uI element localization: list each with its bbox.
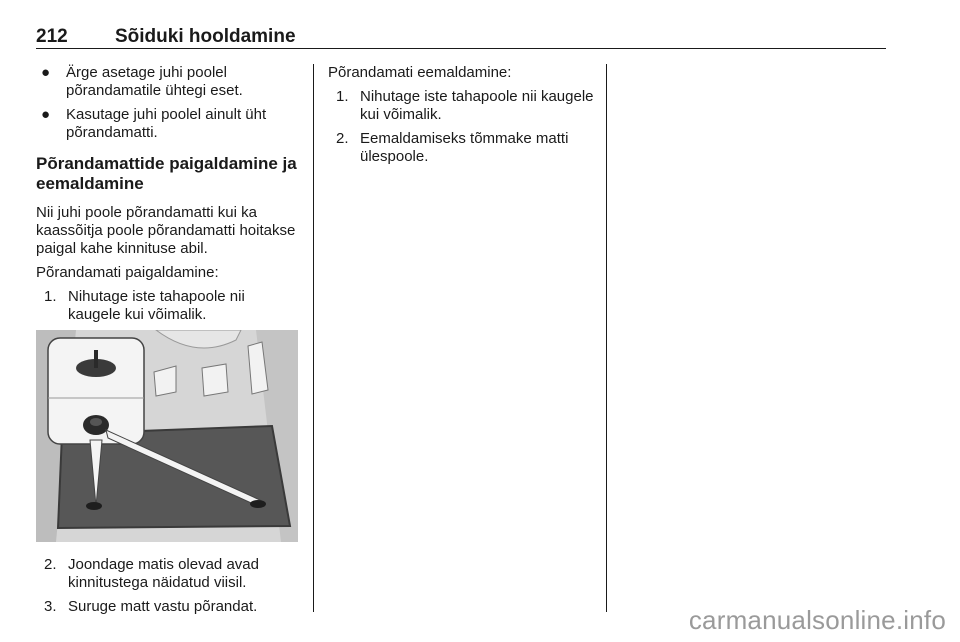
bullet-item (36, 64, 298, 100)
page-number: 212 (36, 26, 68, 47)
remove-step (336, 88, 598, 124)
install-label: Põrandamati paigaldamine: (36, 264, 219, 281)
subsection-heading: Põrandamattide paigaldamine ja eemaldamine (36, 154, 297, 193)
step-text: Joondage matis olevad avad kinnitustega näidatud viisil. (68, 556, 259, 591)
bullet-text: Kasutage juhi poolel ainult üht põrandamatti. (66, 106, 267, 141)
install-step (44, 598, 298, 616)
install-step (44, 288, 298, 324)
section-title: Sõiduki hooldamine (115, 26, 296, 47)
page-header (36, 26, 886, 49)
column-divider (606, 64, 607, 612)
step-number: 3. (44, 598, 57, 615)
right-column (328, 64, 598, 172)
install-step (44, 556, 298, 592)
watermark: carmanualsonline.info (688, 605, 946, 635)
step-number: 1. (44, 288, 57, 305)
intro-paragraph: Nii juhi poole põrandamatti kui ka kaassõitja poole põrandamatti hoitakse paigal kahe kinnituse abil. (36, 204, 296, 257)
bullet-icon: ● (41, 64, 51, 81)
step-text: Nihutage iste tahapoole nii kaugele kui võimalik. (360, 88, 594, 123)
bullet-item (36, 106, 298, 142)
step-text: Eemaldamiseks tõmmake matti ülespoole. (360, 130, 569, 165)
step-number: 1. (336, 88, 349, 105)
step-number: 2. (44, 556, 57, 573)
bullet-icon: ● (41, 106, 51, 123)
remove-step (336, 130, 598, 166)
remove-label: Põrandamati eemaldamine: (328, 64, 512, 81)
floor-mat-fastener-illustration (36, 330, 298, 542)
step-text: Suruge matt vastu põrandat. (68, 598, 258, 615)
column-divider (313, 64, 314, 612)
bullet-text: Ärge asetage juhi poolel põrandamatile ühtegi eset. (66, 64, 243, 99)
step-text: Nihutage iste tahapoole nii kaugele kui võimalik. (68, 288, 245, 323)
step-number: 2. (336, 130, 349, 147)
left-column (36, 64, 298, 622)
